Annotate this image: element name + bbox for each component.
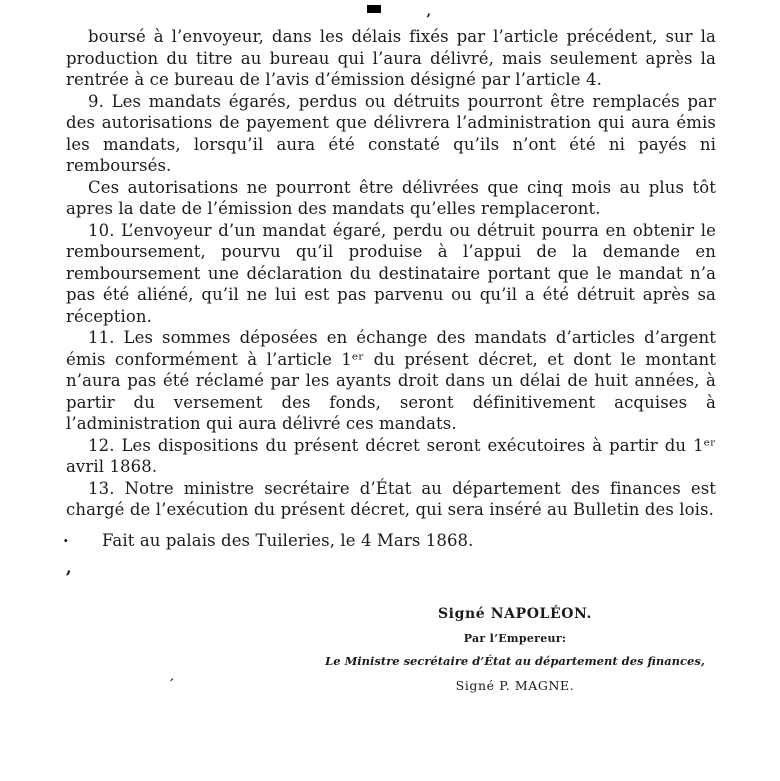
paragraph-article-13: 13. Notre ministre secrétaire d’État au département des finances est chargé de l’exécution du présent décret, qui sera inséré au Bulletin des lois. — [66, 478, 716, 519]
signature-napoleon: Signé NAPOLÉON. — [437, 606, 593, 622]
ink-mark-margin-dot: · — [63, 531, 69, 550]
paragraph-continuation: boursé à l’envoyeur, dans les délais fixés par l’article précédent, sur la production du titre au bureau qui l’aura délivré, mais seulement après la rentrée à ce bureau de l’avis d’émission désigné par l’article 4. — [66, 27, 716, 89]
paragraph-article-10: 10. L’envoyeur d’un mandat égaré, perdu ou détruit pourra en obtenir le remboursement, pourvu qu’il produise à l’appui de la demande en remboursement une déclaration du destinataire portant que le mandat n’a pas été aliéné, qu’il ne lui est pas parvenu ou qu’il a été détruit après sa réception. — [66, 220, 716, 326]
scan-artifact-bar — [367, 5, 381, 13]
ink-mark-apostrophe: ’ — [426, 12, 431, 28]
paragraph-autorisations: Ces autorisations ne pourront être délivrées que cinq mois au plus tôt apres la date de l’émission des mandats qu’elles remplaceront. — [66, 177, 716, 218]
signature-magne: Signé P. MAGNE. — [455, 678, 575, 693]
signature-block — [290, 606, 740, 693]
dateline: Fait au palais des Tuileries, le 4 Mars 1868. — [102, 530, 474, 550]
paragraph-article-12: 12. Les dispositions du présent décret seront exécutoires à partir du 1ᵉʳ avril 1868. — [66, 435, 716, 476]
decree-body — [66, 26, 716, 551]
paragraph-article-9: 9. Les mandats égarés, perdus ou détruits pourront être remplacés par des autorisations de payement que délivrera l’administration qui aura émis les mandats, lorsqu’il aura été constaté qu’ils n’ont été ni payés ni remboursés. — [66, 91, 716, 175]
signature-par-empereur: Par l’Empereur: — [463, 632, 567, 645]
signature-ministre-line: Le Ministre secrétaire d’État au département des finances, — [325, 654, 705, 668]
ink-mark-margin-comma: , — [66, 558, 72, 577]
ink-mark-accent: ´ — [168, 678, 175, 693]
paragraph-article-11: 11. Les sommes déposées en échange des mandats d’articles d’argent émis conformément à l’article 1ᵉʳ du présent décret, et dont le montant n’aura pas été réclamé par les ayants droit dans un délai de huit années, à partir du versement des fonds, seront définitivement acquises à l’administration qui aura délivré ces mandats. — [66, 328, 716, 433]
